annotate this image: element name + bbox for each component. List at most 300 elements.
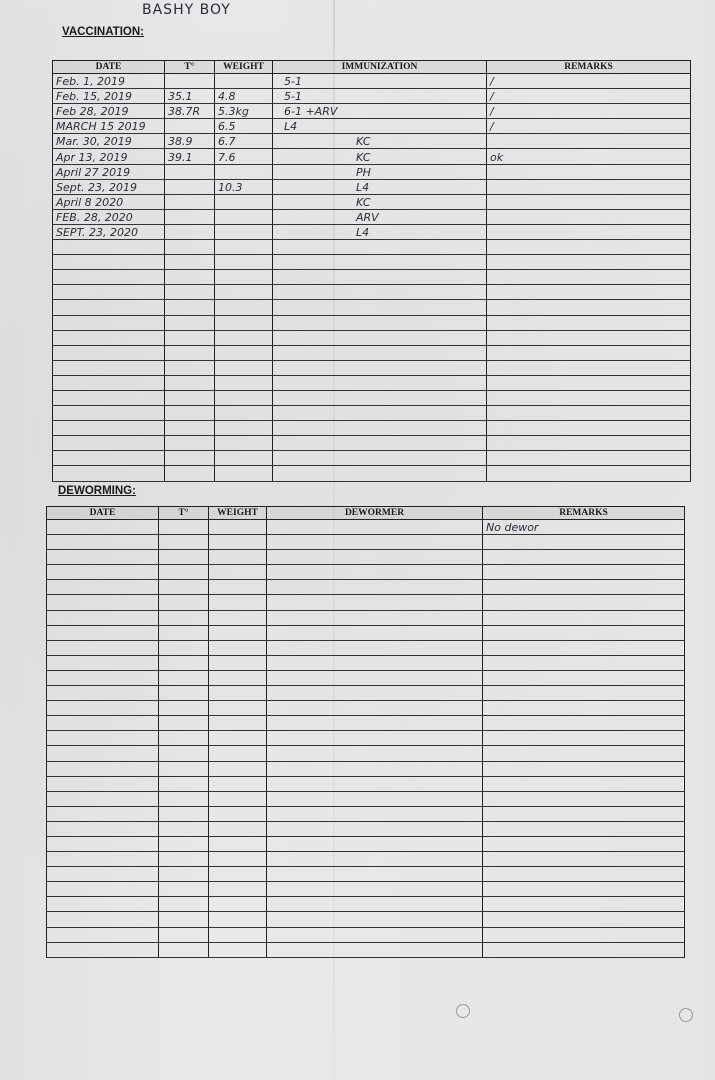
vaccination-remarks-cell bbox=[487, 406, 691, 421]
vaccination-date-cell bbox=[53, 209, 165, 224]
header-remarks: REMARKS bbox=[483, 507, 685, 520]
table-row bbox=[47, 761, 685, 776]
vaccination-remarks-value: ok bbox=[490, 150, 504, 164]
deworming-remarks-cell bbox=[483, 535, 685, 550]
vaccination-weight-cell bbox=[215, 89, 273, 104]
deworming-table bbox=[46, 506, 685, 958]
table-row bbox=[53, 104, 691, 119]
deworming-weight-cell bbox=[209, 655, 267, 670]
vaccination-date-cell bbox=[53, 285, 165, 300]
deworming-dewormer-cell bbox=[267, 927, 483, 942]
vaccination-remarks-cell bbox=[487, 179, 691, 194]
vaccination-immunization-cell bbox=[273, 164, 487, 179]
table-row bbox=[47, 912, 685, 927]
deworming-temp-cell bbox=[159, 686, 209, 701]
deworming-date-cell bbox=[47, 655, 159, 670]
vaccination-temp-cell bbox=[165, 360, 215, 375]
deworming-date-cell bbox=[47, 882, 159, 897]
deworming-dewormer-cell bbox=[267, 625, 483, 640]
header-temp: T° bbox=[159, 507, 209, 520]
deworming-date-cell bbox=[47, 806, 159, 821]
vaccination-header-row bbox=[53, 61, 691, 74]
table-row bbox=[53, 119, 691, 134]
vaccination-immunization-cell bbox=[273, 194, 487, 209]
deworming-rows bbox=[47, 520, 685, 958]
vaccination-remarks-cell bbox=[487, 375, 691, 390]
table-row bbox=[53, 451, 691, 466]
vaccination-immunization-cell bbox=[273, 240, 487, 255]
deworming-remarks-cell bbox=[483, 731, 685, 746]
vaccination-title: VACCINATION: bbox=[62, 26, 144, 38]
deworming-date-cell bbox=[47, 701, 159, 716]
deworming-date-cell bbox=[47, 761, 159, 776]
deworming-weight-cell bbox=[209, 610, 267, 625]
vaccination-temp-cell bbox=[165, 209, 215, 224]
deworming-remarks-cell bbox=[483, 791, 685, 806]
deworming-temp-cell bbox=[159, 520, 209, 535]
table-row bbox=[47, 942, 685, 957]
punch-hole bbox=[456, 1004, 470, 1018]
deworming-dewormer-cell bbox=[267, 535, 483, 550]
vaccination-weight-cell bbox=[215, 164, 273, 179]
deworming-dewormer-cell bbox=[267, 882, 483, 897]
deworming-dewormer-cell bbox=[267, 655, 483, 670]
deworming-temp-cell bbox=[159, 701, 209, 716]
table-row bbox=[47, 535, 685, 550]
deworming-remarks-cell bbox=[483, 746, 685, 761]
deworming-date-cell bbox=[47, 867, 159, 882]
deworming-remarks-cell bbox=[483, 640, 685, 655]
table-row bbox=[47, 897, 685, 912]
deworming-temp-cell bbox=[159, 716, 209, 731]
vaccination-remarks-cell bbox=[487, 345, 691, 360]
table-row bbox=[53, 74, 691, 89]
deworming-date-cell bbox=[47, 852, 159, 867]
deworming-remarks-cell bbox=[483, 686, 685, 701]
vaccination-remarks-cell bbox=[487, 300, 691, 315]
deworming-dewormer-cell bbox=[267, 565, 483, 580]
deworming-dewormer-cell bbox=[267, 550, 483, 565]
deworming-temp-cell bbox=[159, 625, 209, 640]
vaccination-temp-cell bbox=[165, 255, 215, 270]
deworming-temp-cell bbox=[159, 761, 209, 776]
table-row bbox=[47, 746, 685, 761]
vaccination-date-cell bbox=[53, 164, 165, 179]
deworming-weight-cell bbox=[209, 550, 267, 565]
deworming-weight-cell bbox=[209, 580, 267, 595]
deworming-remarks-cell bbox=[483, 821, 685, 836]
deworming-dewormer-cell bbox=[267, 716, 483, 731]
vaccination-remarks-cell bbox=[487, 209, 691, 224]
vaccination-remarks-cell bbox=[487, 255, 691, 270]
deworming-date-cell bbox=[47, 625, 159, 640]
deworming-weight-cell bbox=[209, 670, 267, 685]
vaccination-date-cell bbox=[53, 194, 165, 209]
deworming-remarks-value: No dewor bbox=[486, 521, 539, 535]
table-row bbox=[53, 421, 691, 436]
vaccination-remarks-cell bbox=[487, 134, 691, 149]
deworming-remarks-cell bbox=[483, 550, 685, 565]
deworming-date-cell bbox=[47, 912, 159, 927]
deworming-date-cell bbox=[47, 550, 159, 565]
deworming-weight-cell bbox=[209, 761, 267, 776]
table-row bbox=[47, 595, 685, 610]
vaccination-date-cell bbox=[53, 255, 165, 270]
table-row bbox=[47, 686, 685, 701]
vaccination-immunization-cell bbox=[273, 451, 487, 466]
deworming-dewormer-cell bbox=[267, 580, 483, 595]
deworming-remarks-cell bbox=[483, 565, 685, 580]
deworming-dewormer-cell bbox=[267, 942, 483, 957]
deworming-remarks-cell bbox=[483, 776, 685, 791]
vaccination-date-value: Feb 28, 2019 bbox=[56, 105, 129, 119]
vaccination-remarks-cell bbox=[487, 360, 691, 375]
vaccination-immunization-value: L4 bbox=[356, 226, 370, 240]
vaccination-date-cell bbox=[53, 345, 165, 360]
vaccination-date-value: MARCH 15 2019 bbox=[56, 120, 146, 134]
table-row bbox=[53, 375, 691, 390]
vaccination-date-cell bbox=[53, 119, 165, 134]
vaccination-remarks-value: / bbox=[490, 120, 494, 134]
deworming-remarks-cell bbox=[483, 625, 685, 640]
deworming-temp-cell bbox=[159, 806, 209, 821]
vaccination-remarks-cell bbox=[487, 224, 691, 239]
table-row bbox=[47, 565, 685, 580]
deworming-weight-cell bbox=[209, 640, 267, 655]
vaccination-weight-cell bbox=[215, 345, 273, 360]
header-weight: WEIGHT bbox=[209, 507, 267, 520]
vaccination-date-value: Feb. 15, 2019 bbox=[56, 90, 133, 104]
vaccination-weight-cell bbox=[215, 466, 273, 481]
deworming-remarks-cell bbox=[483, 897, 685, 912]
table-row bbox=[47, 580, 685, 595]
table-row bbox=[47, 867, 685, 882]
vaccination-temp-cell bbox=[165, 466, 215, 481]
table-row bbox=[53, 330, 691, 345]
deworming-temp-cell bbox=[159, 670, 209, 685]
deworming-dewormer-cell bbox=[267, 806, 483, 821]
vaccination-immunization-cell bbox=[273, 375, 487, 390]
vaccination-weight-cell bbox=[215, 451, 273, 466]
vaccination-immunization-cell bbox=[273, 255, 487, 270]
vaccination-temp-cell bbox=[165, 74, 215, 89]
deworming-remarks-cell bbox=[483, 655, 685, 670]
vaccination-temp-cell bbox=[165, 436, 215, 451]
table-row bbox=[47, 821, 685, 836]
vaccination-immunization-cell bbox=[273, 74, 487, 89]
vaccination-weight-cell bbox=[215, 255, 273, 270]
vaccination-temp-cell bbox=[165, 315, 215, 330]
vaccination-remarks-value: / bbox=[490, 90, 494, 104]
vaccination-remarks-cell bbox=[487, 119, 691, 134]
deworming-remarks-cell bbox=[483, 580, 685, 595]
vaccination-date-cell bbox=[53, 406, 165, 421]
vaccination-immunization-cell bbox=[273, 209, 487, 224]
deworming-dewormer-cell bbox=[267, 836, 483, 851]
deworming-dewormer-cell bbox=[267, 701, 483, 716]
vaccination-weight-cell bbox=[215, 149, 273, 164]
table-row bbox=[47, 927, 685, 942]
vaccination-immunization-cell bbox=[273, 390, 487, 405]
deworming-temp-cell bbox=[159, 565, 209, 580]
vaccination-remarks-cell bbox=[487, 149, 691, 164]
header-temp: T° bbox=[165, 61, 215, 74]
vaccination-date-cell bbox=[53, 74, 165, 89]
deworming-date-cell bbox=[47, 535, 159, 550]
vaccination-immunization-value: PH bbox=[356, 165, 371, 179]
vaccination-temp-cell bbox=[165, 134, 215, 149]
table-row bbox=[47, 625, 685, 640]
table-row bbox=[47, 791, 685, 806]
table-row bbox=[47, 701, 685, 716]
table-row bbox=[53, 345, 691, 360]
deworming-temp-cell bbox=[159, 821, 209, 836]
vaccination-date-cell bbox=[53, 134, 165, 149]
vaccination-date-cell bbox=[53, 240, 165, 255]
vaccination-date-cell bbox=[53, 149, 165, 164]
table-row bbox=[47, 836, 685, 851]
vaccination-temp-cell bbox=[165, 149, 215, 164]
table-row bbox=[53, 300, 691, 315]
vaccination-remarks-cell bbox=[487, 194, 691, 209]
header-date: DATE bbox=[53, 61, 165, 74]
vaccination-immunization-cell bbox=[273, 421, 487, 436]
table-row bbox=[47, 640, 685, 655]
deworming-temp-cell bbox=[159, 897, 209, 912]
vaccination-immunization-cell bbox=[273, 134, 487, 149]
deworming-temp-cell bbox=[159, 852, 209, 867]
vaccination-immunization-value: KC bbox=[356, 150, 371, 164]
vaccination-date-value: Mar. 30, 2019 bbox=[56, 135, 132, 149]
deworming-dewormer-cell bbox=[267, 731, 483, 746]
vaccination-weight-cell bbox=[215, 194, 273, 209]
vaccination-immunization-cell bbox=[273, 345, 487, 360]
deworming-remarks-cell bbox=[483, 595, 685, 610]
deworming-date-cell bbox=[47, 580, 159, 595]
vaccination-remarks-cell bbox=[487, 390, 691, 405]
vaccination-remarks-cell bbox=[487, 436, 691, 451]
deworming-date-cell bbox=[47, 942, 159, 957]
table-row bbox=[53, 360, 691, 375]
table-row bbox=[53, 436, 691, 451]
deworming-dewormer-cell bbox=[267, 897, 483, 912]
table-row bbox=[53, 285, 691, 300]
vaccination-date-cell bbox=[53, 436, 165, 451]
vaccination-date-cell bbox=[53, 451, 165, 466]
owner-name: BASHY BOY bbox=[142, 2, 231, 18]
vaccination-weight-cell bbox=[215, 240, 273, 255]
table-row bbox=[53, 149, 691, 164]
deworming-dewormer-cell bbox=[267, 867, 483, 882]
deworming-weight-cell bbox=[209, 625, 267, 640]
vaccination-immunization-cell bbox=[273, 300, 487, 315]
vaccination-date-value: April 27 2019 bbox=[56, 165, 131, 179]
vaccination-immunization-value: L4 bbox=[356, 180, 370, 194]
deworming-date-cell bbox=[47, 791, 159, 806]
vaccination-weight-value: 6.7 bbox=[218, 135, 236, 149]
vaccination-remarks-cell bbox=[487, 285, 691, 300]
vaccination-remarks-cell bbox=[487, 240, 691, 255]
vaccination-immunization-value: KC bbox=[356, 195, 371, 209]
deworming-dewormer-cell bbox=[267, 746, 483, 761]
vaccination-temp-cell bbox=[165, 300, 215, 315]
vaccination-weight-cell bbox=[215, 209, 273, 224]
vaccination-temp-cell bbox=[165, 406, 215, 421]
table-row bbox=[53, 89, 691, 104]
deworming-remarks-cell bbox=[483, 761, 685, 776]
vaccination-immunization-cell bbox=[273, 285, 487, 300]
vaccination-weight-cell bbox=[215, 119, 273, 134]
vaccination-remarks-value: / bbox=[490, 75, 494, 89]
deworming-remarks-cell bbox=[483, 912, 685, 927]
deworming-date-cell bbox=[47, 716, 159, 731]
deworming-temp-cell bbox=[159, 791, 209, 806]
punch-hole bbox=[679, 1008, 693, 1022]
vaccination-weight-cell bbox=[215, 270, 273, 285]
deworming-weight-cell bbox=[209, 791, 267, 806]
deworming-temp-cell bbox=[159, 776, 209, 791]
table-row bbox=[47, 806, 685, 821]
deworming-dewormer-cell bbox=[267, 761, 483, 776]
vaccination-immunization-cell bbox=[273, 224, 487, 239]
vaccination-date-cell bbox=[53, 330, 165, 345]
header-immunization: IMMUNIZATION bbox=[273, 61, 487, 74]
table-row bbox=[47, 852, 685, 867]
table-row bbox=[53, 466, 691, 481]
vaccination-immunization-cell bbox=[273, 436, 487, 451]
deworming-date-cell bbox=[47, 746, 159, 761]
vaccination-weight-value: 4.8 bbox=[218, 90, 236, 104]
deworming-weight-cell bbox=[209, 595, 267, 610]
deworming-remarks-cell bbox=[483, 716, 685, 731]
vaccination-weight-cell bbox=[215, 360, 273, 375]
vaccination-weight-cell bbox=[215, 390, 273, 405]
deworming-dewormer-cell bbox=[267, 852, 483, 867]
vaccination-date-cell bbox=[53, 270, 165, 285]
deworming-temp-cell bbox=[159, 640, 209, 655]
vaccination-weight-cell bbox=[215, 436, 273, 451]
table-row bbox=[47, 610, 685, 625]
vaccination-temp-cell bbox=[165, 330, 215, 345]
vaccination-date-cell bbox=[53, 466, 165, 481]
vaccination-immunization-cell bbox=[273, 119, 487, 134]
deworming-remarks-cell bbox=[483, 882, 685, 897]
deworming-dewormer-cell bbox=[267, 776, 483, 791]
vaccination-weight-cell bbox=[215, 330, 273, 345]
deworming-dewormer-cell bbox=[267, 686, 483, 701]
vaccination-remarks-cell bbox=[487, 466, 691, 481]
vaccination-immunization-value: ARV bbox=[356, 210, 379, 224]
vaccination-immunization-cell bbox=[273, 466, 487, 481]
deworming-date-cell bbox=[47, 520, 159, 535]
deworming-temp-cell bbox=[159, 867, 209, 882]
deworming-temp-cell bbox=[159, 655, 209, 670]
vaccination-date-cell bbox=[53, 89, 165, 104]
vaccination-temp-cell bbox=[165, 390, 215, 405]
vaccination-date-value: Apr 13, 2019 bbox=[56, 150, 128, 164]
deworming-weight-cell bbox=[209, 746, 267, 761]
vaccination-weight-cell bbox=[215, 134, 273, 149]
deworming-date-cell bbox=[47, 821, 159, 836]
vaccination-weight-value: 10.3 bbox=[218, 180, 243, 194]
deworming-date-cell bbox=[47, 670, 159, 685]
vaccination-date-value: Sept. 23, 2019 bbox=[56, 180, 138, 194]
table-row bbox=[53, 194, 691, 209]
deworming-remarks-cell bbox=[483, 701, 685, 716]
deworming-temp-cell bbox=[159, 535, 209, 550]
vaccination-immunization-value: 6-1 +ARV bbox=[284, 105, 338, 119]
table-row bbox=[53, 390, 691, 405]
vaccination-date-value: April 8 2020 bbox=[56, 195, 124, 209]
deworming-weight-cell bbox=[209, 776, 267, 791]
vaccination-weight-cell bbox=[215, 421, 273, 436]
vaccination-immunization-cell bbox=[273, 360, 487, 375]
deworming-dewormer-cell bbox=[267, 791, 483, 806]
deworming-temp-cell bbox=[159, 927, 209, 942]
deworming-temp-cell bbox=[159, 595, 209, 610]
deworming-weight-cell bbox=[209, 897, 267, 912]
table-row bbox=[47, 731, 685, 746]
vaccination-weight-value: 6.5 bbox=[218, 120, 236, 134]
deworming-weight-cell bbox=[209, 716, 267, 731]
vaccination-weight-cell bbox=[215, 315, 273, 330]
vaccination-remarks-cell bbox=[487, 330, 691, 345]
deworming-dewormer-cell bbox=[267, 912, 483, 927]
vaccination-date-value: SEPT. 23, 2020 bbox=[56, 226, 138, 240]
deworming-temp-cell bbox=[159, 882, 209, 897]
deworming-remarks-cell bbox=[483, 927, 685, 942]
vaccination-temp-cell bbox=[165, 164, 215, 179]
vaccination-date-cell bbox=[53, 360, 165, 375]
table-row bbox=[47, 550, 685, 565]
vaccination-temp-cell bbox=[165, 179, 215, 194]
vaccination-immunization-cell bbox=[273, 89, 487, 104]
deworming-date-cell bbox=[47, 565, 159, 580]
deworming-temp-cell bbox=[159, 580, 209, 595]
deworming-weight-cell bbox=[209, 806, 267, 821]
vaccination-remarks-cell bbox=[487, 451, 691, 466]
deworming-date-cell bbox=[47, 610, 159, 625]
vaccination-weight-cell bbox=[215, 406, 273, 421]
vaccination-date-cell bbox=[53, 179, 165, 194]
deworming-date-cell bbox=[47, 640, 159, 655]
vaccination-weight-cell bbox=[215, 104, 273, 119]
vaccination-immunization-cell bbox=[273, 270, 487, 285]
vaccination-temp-value: 39.1 bbox=[168, 150, 193, 164]
table-row bbox=[47, 716, 685, 731]
vaccination-immunization-cell bbox=[273, 406, 487, 421]
vaccination-date-cell bbox=[53, 315, 165, 330]
vaccination-weight-cell bbox=[215, 224, 273, 239]
table-row bbox=[53, 164, 691, 179]
deworming-date-cell bbox=[47, 731, 159, 746]
vaccination-temp-cell bbox=[165, 224, 215, 239]
deworming-date-cell bbox=[47, 836, 159, 851]
deworming-weight-cell bbox=[209, 942, 267, 957]
vaccination-immunization-cell bbox=[273, 179, 487, 194]
table-row bbox=[53, 406, 691, 421]
vaccination-temp-cell bbox=[165, 194, 215, 209]
header-dewormer: DEWORMER bbox=[267, 507, 483, 520]
vaccination-date-cell bbox=[53, 375, 165, 390]
header-date: DATE bbox=[47, 507, 159, 520]
deworming-dewormer-cell bbox=[267, 610, 483, 625]
deworming-temp-cell bbox=[159, 550, 209, 565]
vaccination-remarks-cell bbox=[487, 270, 691, 285]
deworming-dewormer-cell bbox=[267, 640, 483, 655]
vaccination-temp-cell bbox=[165, 345, 215, 360]
deworming-temp-cell bbox=[159, 746, 209, 761]
